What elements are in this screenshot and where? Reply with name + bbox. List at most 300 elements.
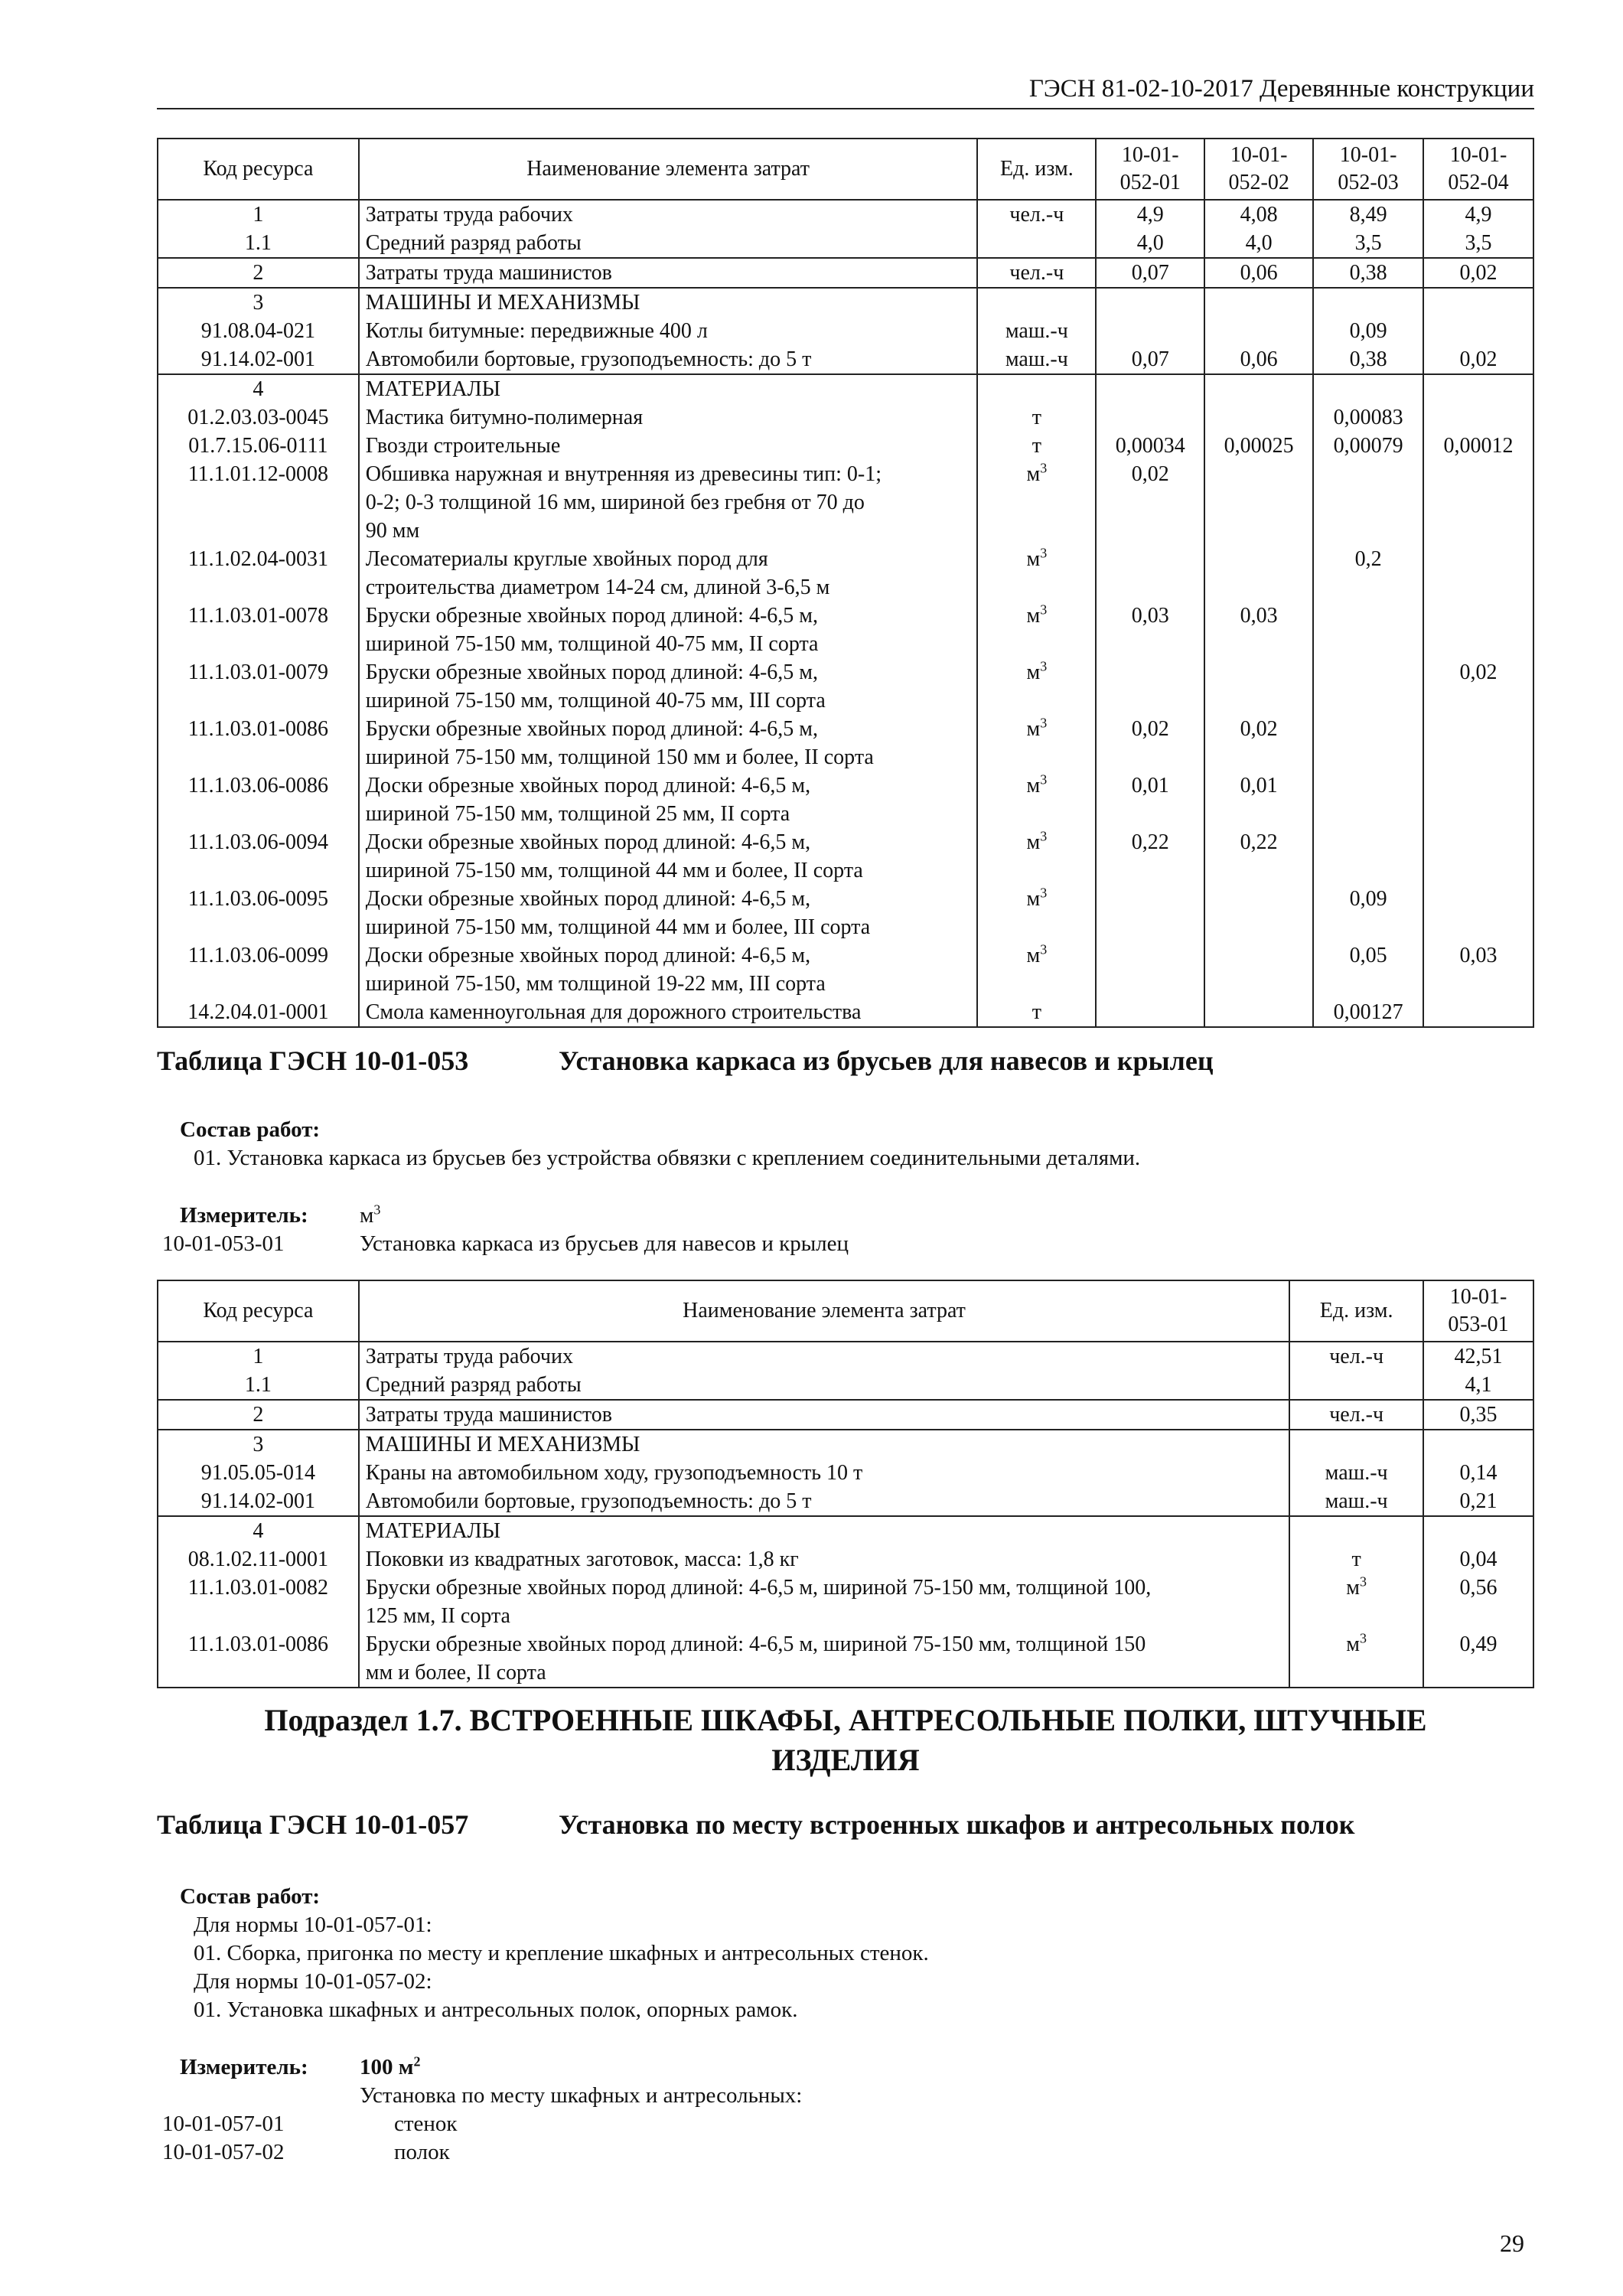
resource-code: 14.2.04.01-0001 [158,998,359,1027]
norm-value: 4,1 [1423,1371,1533,1400]
resource-name-line: Бруски обрезные хвойных пород длиной: 4-6,5 м, [365,604,818,628]
resource-unit: маш.-ч [977,345,1096,374]
norm-value [1204,403,1313,432]
resource-name-line: шириной 75-150 мм, толщиной 40-75 мм, III сорта [365,689,826,713]
table-row [158,1487,1533,1516]
norm-value: 4,0 [1096,229,1204,258]
norm-value: 0,00083 [1313,403,1423,432]
norm-value [1204,658,1313,715]
resource-name-line: МАШИНЫ И МЕХАНИЗМЫ [365,291,640,315]
norm-value: 0,02 [1096,460,1204,545]
column-header-norm [1423,1280,1533,1342]
column-header-part: 052-01 [1119,171,1181,194]
norm-value [1096,941,1204,998]
norm-value: 0,00034 [1096,432,1204,460]
resource-name [359,229,978,258]
norm-value [1423,998,1533,1027]
resource-name [359,602,978,658]
subsection-heading: Подраздел 1.7. ВСТРОЕННЫЕ ШКАФЫ, АНТРЕСОЛЬНЫЕ ПОЛКИ, ШТУЧНЫЕ ИЗДЕЛИЯ [264,1703,1427,1777]
resource-code: 11.1.03.01-0086 [158,1630,359,1688]
norm-value [1423,1516,1533,1545]
resource-name [359,1574,1289,1630]
norm-value: 42,51 [1423,1342,1533,1371]
resource-unit [977,658,1096,715]
norm-value [1313,288,1423,317]
resource-group [158,288,1533,374]
table-row [158,1342,1533,1371]
norm-value: 0,03 [1204,602,1313,658]
table-row [158,258,1533,288]
resource-unit [977,374,1096,403]
resource-name-line: Средний разряд работы [365,1373,582,1397]
resource-code: 11.1.03.06-0094 [158,828,359,885]
table-row [158,1630,1533,1688]
resource-group [158,374,1533,1027]
resource-name-line: Доски обрезные хвойных пород длиной: 4-6,5 м, [365,887,811,911]
norm-value: 0,00012 [1423,432,1533,460]
norm-value: 4,9 [1423,200,1533,229]
resource-unit [977,715,1096,771]
table-row [158,460,1533,545]
norm-value [1423,1430,1533,1459]
unit-text: м [1026,830,1041,854]
resource-name-line: Затраты труда машинистов [365,261,612,285]
norm-value: 0,04 [1423,1545,1533,1574]
unit-text: м [1026,547,1041,571]
unit-text: м [1346,1632,1360,1656]
resource-unit [1289,1516,1423,1545]
resource-code: 3 [158,1430,359,1459]
resource-unit: т [977,998,1096,1027]
resource-unit: чел.-ч [977,200,1096,229]
resource-unit [1289,1430,1423,1459]
norm-value: 0,14 [1423,1459,1533,1487]
resource-unit: маш.-ч [977,317,1096,345]
resource-name-line: Доски обрезные хвойных пород длиной: 4-6,5 м, [365,774,811,797]
column-header-part: 053-01 [1448,1313,1509,1336]
unit-power: 3 [1040,545,1048,561]
resource-name-line: шириной 75-150 мм, толщиной 40-75 мм, II сорта [365,632,819,656]
resource-unit [977,941,1096,998]
norm-value [1423,602,1533,658]
resource-name [359,288,978,317]
norm-code: 10-01-057-01 [162,2112,285,2136]
norm-value: 0,02 [1423,345,1533,374]
resource-name-line: Доски обрезные хвойных пород длиной: 4-6,5 м, [365,944,811,967]
norm-value: 3,5 [1423,229,1533,258]
resource-name-line: шириной 75-150 мм, толщиной 25 мм, II сорта [365,802,790,826]
resource-name-line: Доски обрезные хвойных пород длиной: 4-6,5 м, [365,830,811,854]
table-row [158,1371,1533,1400]
resource-name-line: Затраты труда рабочих [365,1345,573,1368]
norm-value [1423,460,1533,545]
norm-value [1096,658,1204,715]
resource-name [359,258,978,288]
resource-name-line: шириной 75-150 мм, толщиной 44 мм и более, III сорта [365,915,871,939]
resource-code: 3 [158,288,359,317]
column-header-part: 10-01- [1121,143,1179,167]
resource-name-line: Мастика битумно-полимерная [365,406,644,429]
norm-value [1313,715,1423,771]
resource-code: 1 [158,1342,359,1371]
unit-text: м [1346,1576,1360,1600]
column-header: Ед. изм. [1289,1280,1423,1342]
resource-unit [1289,1574,1423,1630]
resource-name-line: Затраты труда рабочих [365,203,573,227]
resource-name [359,1371,1289,1400]
resource-unit [977,885,1096,941]
resource-unit [977,771,1096,828]
table-row [158,1400,1533,1430]
norm-value [1423,374,1533,403]
norm-value: 0,22 [1204,828,1313,885]
resource-name [359,828,978,885]
norm-value [1313,828,1423,885]
resource-name [359,1630,1289,1688]
table-row [158,658,1533,715]
resource-code: 1.1 [158,229,359,258]
norm-value [1204,460,1313,545]
unit-power: 3 [1040,771,1048,788]
resource-name-line: Бруски обрезные хвойных пород длиной: 4-6,5 м, шириной 75-150 мм, толщиной 150 [365,1632,1146,1656]
norm-value: 0,02 [1423,658,1533,715]
table-row [158,1545,1533,1574]
resource-name-line: Бруски обрезные хвойных пород длиной: 4-6,5 м, шириной 75-150 мм, толщиной 100, [365,1576,1152,1600]
resource-name-line: строительства диаметром 14-24 см, длиной 3-6,5 м [365,576,830,599]
norm-value: 0,02 [1204,715,1313,771]
norm-value: 0,35 [1423,1400,1533,1430]
resource-code: 11.1.03.06-0099 [158,941,359,998]
resource-name-line: Бруски обрезные хвойных пород длиной: 4-6,5 м, [365,717,818,741]
resource-name-line: МАТЕРИАЛЫ [365,1519,501,1543]
norm-value: 0,06 [1204,258,1313,288]
table-row [158,602,1533,658]
norm-value [1423,828,1533,885]
resource-name-line: МАТЕРИАЛЫ [365,377,501,401]
table-row [158,432,1533,460]
norm-value: 0,01 [1096,771,1204,828]
table-row [158,715,1533,771]
norm-value: 0,01 [1204,771,1313,828]
resource-unit [1289,1630,1423,1688]
meter-label: Измеритель: [180,1203,308,1228]
resource-unit [977,828,1096,885]
resource-name [359,432,978,460]
unit-text: м [1026,604,1041,628]
norm-value: 0,06 [1204,345,1313,374]
norm-code: 10-01-057-02 [162,2140,285,2164]
norm-value: 0,56 [1423,1574,1533,1630]
norm-value: 0,49 [1423,1630,1533,1688]
resource-name-line: Поковки из квадратных заготовок, масса: 1,8 кг [365,1548,799,1571]
table-row [158,941,1533,998]
norm-value: 0,00025 [1204,432,1313,460]
resource-code: 11.1.02.04-0031 [158,545,359,602]
column-header: Ед. изм. [977,139,1096,200]
table-row [158,229,1533,258]
resource-unit: чел.-ч [977,258,1096,288]
unit-text: м [1026,717,1041,741]
resource-name [359,1545,1289,1574]
table-subtitle-10-01-057: Установка по месту встроенных шкафов и антресольных полок [559,1809,1355,1840]
resource-unit: т [977,403,1096,432]
table-row [158,200,1533,229]
resource-name [359,345,978,374]
resource-name-line: Обшивка наружная и внутренняя из древесины тип: 0-1; [365,462,882,486]
resource-code: 1 [158,200,359,229]
norm-value [1096,374,1204,403]
column-header-norm [1423,139,1533,200]
resource-name [359,941,978,998]
column-header: Наименование элемента затрат [359,139,978,200]
norm-value [1096,317,1204,345]
unit-power: 3 [1360,1574,1367,1590]
resource-name [359,374,978,403]
norm-name: полок [394,2140,450,2164]
table-row [158,885,1533,941]
resource-name-line: Лесоматериалы круглые хвойных пород для [365,547,768,571]
unit-power: 3 [1040,885,1048,901]
norm-value: 0,03 [1096,602,1204,658]
norm-value [1313,771,1423,828]
norm-value [1313,602,1423,658]
resource-group [158,1342,1533,1400]
norm-value [1204,545,1313,602]
resource-name-line: 125 мм, II сорта [365,1604,510,1628]
resource-code: 01.2.03.03-0045 [158,403,359,432]
resource-code: 01.7.15.06-0111 [158,432,359,460]
norm-value: 0,00079 [1313,432,1423,460]
column-header-norm [1096,139,1204,200]
resource-name [359,403,978,432]
norm-value: 0,02 [1423,258,1533,288]
meter-label: Измеритель: [180,2055,308,2079]
resource-name [359,1516,1289,1545]
resource-code: 2 [158,258,359,288]
resource-name-line: шириной 75-150, мм толщиной 19-22 мм, III сорта [365,972,826,996]
norm-value: 0,03 [1423,941,1533,998]
norm-value [1096,403,1204,432]
table-row [158,374,1533,403]
work-composition-line: 01. Сборка, пригонка по месту и крепление шкафных и антресольных стенок. [194,1941,929,1965]
norm-value: 0,22 [1096,828,1204,885]
norm-value [1313,460,1423,545]
norm-value [1423,403,1533,432]
unit-text: м [1026,462,1041,486]
norm-value [1096,545,1204,602]
norm-value [1204,288,1313,317]
norm-name: Установка каркаса из брусьев для навесов и крылец [360,1231,849,1256]
resource-name-line: Автомобили бортовые, грузоподъемность: до 5 т [365,347,812,371]
unit-text: м [1026,887,1041,911]
norm-value [1096,885,1204,941]
column-header-part: 10-01- [1449,1285,1507,1309]
resource-unit: т [977,432,1096,460]
table-row [158,828,1533,885]
table-subtitle-10-01-053: Установка каркаса из брусьев для навесов и крылец [559,1045,1214,1076]
resource-table-10-01-053 [157,1280,1534,1688]
norm-value: 4,0 [1204,229,1313,258]
norm-value: 0,07 [1096,345,1204,374]
norm-value [1204,885,1313,941]
resource-code: 91.14.02-001 [158,1487,359,1516]
resource-name-line: шириной 75-150 мм, толщиной 44 мм и более, II сорта [365,859,863,882]
table-row [158,771,1533,828]
resource-code: 11.1.03.01-0086 [158,715,359,771]
table-row [158,1459,1533,1487]
resource-unit: т [1289,1545,1423,1574]
norm-value: 4,08 [1204,200,1313,229]
resource-name-line: 0-2; 0-3 толщиной 16 мм, шириной без гребня от 70 до [365,491,865,514]
norm-value [1096,288,1204,317]
resource-code: 11.1.03.01-0082 [158,1574,359,1630]
resource-name [359,885,978,941]
resource-name [359,1487,1289,1516]
norm-value: 0,02 [1096,715,1204,771]
page-number: 29 [1500,2229,1524,2257]
resource-group [158,1400,1533,1430]
resource-name-line: МАШИНЫ И МЕХАНИЗМЫ [365,1433,640,1456]
resource-group [158,1430,1533,1516]
resource-group [158,258,1533,288]
resource-name-line: Гвозди строительные [365,434,561,458]
resource-unit [977,545,1096,602]
work-composition-line: Для нормы 10-01-057-01: [194,1913,432,1937]
resource-unit [977,602,1096,658]
norm-value [1423,885,1533,941]
resource-name-line: Автомобили бортовые, грузоподъемность: до 5 т [365,1489,812,1513]
resource-name [359,658,978,715]
unit-text: м [1026,944,1041,967]
unit-power: 3 [1040,602,1048,618]
resource-group [158,1516,1533,1688]
unit-power: 3 [1040,658,1048,674]
resource-code: 11.1.03.06-0086 [158,771,359,828]
resource-unit [977,229,1096,258]
resource-code: 1.1 [158,1371,359,1400]
column-header-norm [1313,139,1423,200]
resource-code: 08.1.02.11-0001 [158,1545,359,1574]
norm-value: 0,09 [1313,317,1423,345]
column-header-norm [1204,139,1313,200]
norm-value: 0,09 [1313,885,1423,941]
norm-value [1423,545,1533,602]
resource-unit: чел.-ч [1289,1400,1423,1430]
resource-name [359,545,978,602]
norm-value [1204,941,1313,998]
column-header: Код ресурса [158,1280,359,1342]
table-row [158,1430,1533,1459]
norm-value: 0,38 [1313,345,1423,374]
resource-name [359,771,978,828]
unit-text: м [1026,660,1041,684]
resource-code: 11.1.03.01-0079 [158,658,359,715]
resource-name [359,1400,1289,1430]
resource-name-line: мм и более, II сорта [365,1661,546,1684]
resource-unit: маш.-ч [1289,1459,1423,1487]
meter-unit: $м^3$ [360,1202,381,1228]
column-header-part: 052-02 [1228,171,1289,194]
column-header: Код ресурса [158,139,359,200]
norm-value: 0,2 [1313,545,1423,602]
work-composition-label: Состав работ: [180,1884,321,1909]
resource-name-line: шириной 75-150 мм, толщиной 150 мм и более, II сорта [365,745,874,769]
resource-name [359,715,978,771]
norm-value [1313,374,1423,403]
resource-code: 91.05.05-014 [158,1459,359,1487]
resource-code: 11.1.03.01-0078 [158,602,359,658]
meter-unit: 100 $м^2$ [360,2053,421,2079]
table-row [158,345,1533,374]
norm-value: 0,05 [1313,941,1423,998]
column-header: Наименование элемента затрат [359,1280,1289,1342]
work-composition-label: Состав работ: [180,1117,321,1142]
running-title: ГЭСН 81-02-10-2017 Деревянные конструкции [1028,75,1534,103]
table-row [158,288,1533,317]
resource-table-10-01-052 [157,138,1534,1028]
norm-value: 8,49 [1313,200,1423,229]
resource-name [359,1459,1289,1487]
table-title-10-01-057: Таблица ГЭСН 10-01-057 [157,1809,469,1840]
norm-value [1204,374,1313,403]
resource-unit [977,288,1096,317]
resource-name [359,1430,1289,1459]
table-row [158,1574,1533,1630]
table-row [158,403,1533,432]
table-row [158,317,1533,345]
resource-name [359,200,978,229]
norm-value: 0,21 [1423,1487,1533,1516]
resource-code: 2 [158,1400,359,1430]
resource-name-line: Затраты труда машинистов [365,1403,612,1427]
resource-unit [1289,1371,1423,1400]
norm-value: 4,9 [1096,200,1204,229]
unit-text: м [1026,774,1041,797]
column-header-part: 052-03 [1338,171,1399,194]
resource-name-line: Смола каменноугольная для дорожного строительства [365,1000,862,1024]
unit-power: 3 [1040,460,1048,476]
resource-code: 11.1.01.12-0008 [158,460,359,545]
resource-code: 4 [158,1516,359,1545]
resource-unit: чел.-ч [1289,1342,1423,1371]
meter-description: Установка по месту шкафных и антресольных: [360,2083,803,2108]
resource-name-line: Бруски обрезные хвойных пород длиной: 4-6,5 м, [365,660,818,684]
resource-code: 91.08.04-021 [158,317,359,345]
running-header [157,75,1534,109]
column-header-part: 10-01- [1339,143,1397,167]
resource-name-line: Котлы битумные: передвижные 400 л [365,319,708,343]
work-composition-text: 01. Установка каркаса из брусьев без устройства обвязки с креплением соединительными деталями. [194,1146,1141,1170]
resource-name-line: 90 мм [365,519,420,543]
norm-value: 0,38 [1313,258,1423,288]
resource-unit [977,460,1096,545]
resource-name-line: Краны на автомобильном ходу, грузоподъемность 10 т [365,1461,863,1485]
norm-value [1313,658,1423,715]
resource-code: 4 [158,374,359,403]
resource-name [359,1342,1289,1371]
table-row [158,1516,1533,1545]
resource-name [359,460,978,545]
column-header-part: 10-01- [1449,143,1507,167]
table-row [158,998,1533,1027]
resource-name [359,317,978,345]
resource-name [359,998,978,1027]
norm-value [1423,715,1533,771]
unit-power: 3 [1040,715,1048,731]
norm-value: 0,07 [1096,258,1204,288]
unit-power: 3 [1360,1630,1367,1646]
unit-power: 3 [1040,941,1048,957]
